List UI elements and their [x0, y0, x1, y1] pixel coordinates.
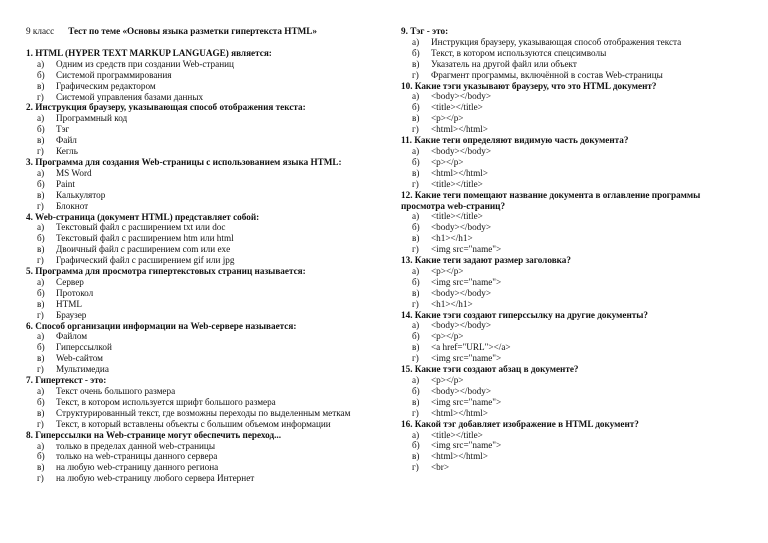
answer-option [401, 342, 746, 353]
answer-letter: б) [37, 69, 45, 80]
question-text: 13. Какие теги задают размер заголовка? [401, 255, 571, 266]
answer-text: <title></title> [431, 211, 483, 222]
answer-text: <html></html> [431, 407, 488, 418]
question-block [26, 157, 366, 212]
answer-text: <h1></h1> [431, 298, 473, 309]
answer-letter: б) [412, 276, 420, 287]
answer-option [401, 397, 746, 408]
answer-option [26, 59, 366, 70]
answer-text: <html></html> [431, 451, 488, 462]
answer-letter: в) [37, 80, 45, 91]
question-block [26, 266, 366, 321]
answer-text: <body></body> [431, 320, 492, 331]
answer-text: Калькулятор [56, 189, 106, 200]
answer-letter: б) [37, 124, 45, 135]
answer-text: <p></p> [431, 156, 464, 167]
answer-letter: г) [412, 69, 419, 80]
answer-letter: а) [412, 36, 420, 47]
question-text: 5. Программа для просмотра гипертекстовых страниц называется: [26, 266, 306, 277]
answer-letter: б) [412, 156, 420, 167]
answer-option [26, 473, 366, 484]
right-column [401, 26, 746, 473]
answer-text: <p></p> [431, 375, 464, 385]
answer-text: Браузер [56, 309, 87, 320]
answer-text: <img src="name"> [431, 396, 502, 407]
answer-option [401, 59, 746, 70]
answer-option [401, 70, 746, 81]
answer-letter: б) [37, 178, 45, 189]
answer-option [401, 124, 746, 135]
answer-letter: б) [412, 47, 420, 58]
answer-text: Текст, в который вставлены объекты с большим объемом информации [56, 418, 331, 429]
answer-option [401, 353, 746, 364]
answer-letter: а) [37, 167, 45, 178]
answer-letter: а) [37, 58, 45, 69]
answer-text: Блокнот [56, 200, 89, 211]
answer-letter: г) [37, 364, 44, 375]
answer-letter: а) [37, 440, 45, 451]
answer-letter: г) [37, 146, 44, 157]
answer-option [26, 244, 366, 255]
answer-text: HTML [56, 298, 83, 309]
answer-letter: в) [412, 342, 420, 353]
answer-text: <body></body> [431, 385, 492, 396]
answer-option [26, 397, 366, 408]
answer-letter: в) [412, 113, 420, 124]
answer-letter: г) [412, 462, 419, 473]
answer-letter: г) [412, 178, 419, 189]
answer-text: Графическим редактором [56, 80, 156, 91]
answer-option [26, 168, 366, 179]
answer-text: Текстовый файл с расширением txt или doc [56, 222, 226, 233]
question-text: 4. Web-страница (документ HTML) представляет собой: [26, 211, 260, 222]
question-block [401, 364, 746, 419]
answer-option [26, 342, 366, 353]
answer-option [401, 320, 746, 331]
answer-option [401, 386, 746, 397]
question-text: 10. Какие тэги указывают браузеру, что это HTML документ? [401, 80, 657, 91]
answer-text: <p></p> [431, 331, 464, 342]
question-block [26, 48, 366, 103]
answer-option [401, 408, 746, 419]
answer-option [401, 179, 746, 190]
answer-letter: в) [412, 396, 420, 407]
question-block [26, 102, 366, 157]
question-block [26, 430, 366, 485]
answer-letter: а) [412, 145, 420, 156]
answer-letter: а) [412, 320, 420, 331]
answer-letter: в) [37, 189, 45, 200]
answer-option [26, 201, 366, 212]
question-text: 6. Способ организации информации на Web-сервере называется: [26, 320, 297, 331]
question-text: 9. Тэг - это: [401, 26, 449, 36]
answer-option [401, 462, 746, 473]
answer-letter: в) [412, 167, 420, 178]
answer-text: <title></title> [431, 102, 483, 113]
question-block [26, 321, 366, 376]
answer-option [26, 233, 366, 244]
left-question-list [26, 48, 366, 484]
answer-letter: б) [37, 233, 45, 244]
answer-text: <br> [431, 462, 450, 473]
answer-letter: а) [37, 331, 45, 342]
answer-letter: г) [37, 309, 44, 320]
answer-option [26, 146, 366, 157]
answer-letter: г) [412, 353, 419, 364]
page-title: Тест по теме «Основы языка разметки гипертекста HTML» [68, 26, 317, 36]
answer-option [401, 37, 746, 48]
answer-option [401, 168, 746, 179]
answer-text: <title></title> [431, 429, 483, 440]
question-text: 1. HTML (HYPER TEXT MARKUP LANGUAGE) является: [26, 47, 272, 58]
answer-text: Инструкция браузеру, указывающая способ отображения текста [431, 36, 682, 47]
answer-text: на любую web-страницу данного региона [56, 462, 219, 473]
answer-option [26, 288, 366, 299]
answer-option [401, 102, 746, 113]
answer-letter: б) [37, 396, 45, 407]
answer-text: Мультимедиа [56, 364, 109, 375]
answer-option [26, 277, 366, 288]
answer-text: на любую web-страницу любого сервера Интернет [56, 473, 255, 484]
answer-text: Текст очень большого размера [56, 386, 176, 396]
question-block [401, 135, 746, 190]
answer-text: Структурированный текст, где возможны переходы по выделенным меткам [56, 407, 351, 418]
answer-text: Текст, в котором используется шрифт большого размера [56, 396, 276, 407]
answer-text: <html></html> [431, 167, 488, 178]
answer-option [401, 430, 746, 441]
answer-letter: г) [37, 418, 44, 429]
question-block [401, 419, 746, 474]
answer-letter: г) [37, 473, 44, 484]
answer-text: MS Word [56, 167, 92, 178]
answer-letter: а) [412, 265, 420, 276]
answer-option [26, 113, 366, 124]
answer-text: Кегль [56, 146, 78, 157]
answer-option [401, 331, 746, 342]
answer-letter: б) [412, 440, 420, 451]
answer-text: <img src="name"> [431, 244, 502, 255]
answer-option [26, 135, 366, 146]
question-text: 15. Какие тэги создают абзац в документе? [401, 364, 579, 375]
answer-option [401, 91, 746, 102]
answer-letter: а) [37, 113, 45, 124]
answer-text: только на web-страницы данного сервера [56, 451, 218, 462]
answer-option [26, 124, 366, 135]
answer-option [26, 179, 366, 190]
grade-label: 9 класс [26, 26, 55, 36]
question-text: 2. Инструкция браузеру, указывающая способ отображения текста: [26, 102, 306, 113]
answer-option [26, 408, 366, 419]
question-block [401, 190, 746, 255]
question-block [401, 26, 746, 81]
answer-text: Файл [56, 135, 77, 146]
answer-text: Системой управления базами данных [56, 91, 204, 102]
answer-option [26, 299, 366, 310]
question-text: 12. Какие теги помещают название документа в оглавление программы просмотра web-страниц? [401, 189, 701, 211]
answer-option [26, 255, 366, 266]
answer-letter: в) [37, 298, 45, 309]
answer-letter: а) [37, 386, 45, 396]
answer-letter: в) [37, 244, 45, 255]
answer-letter: г) [412, 124, 419, 135]
answer-letter: г) [37, 200, 44, 211]
answer-letter: в) [37, 353, 45, 364]
answer-option [401, 157, 746, 168]
answer-letter: б) [412, 385, 420, 396]
question-text: 8. Гиперссылки на Web-странице могут обеспечить переход... [26, 429, 282, 440]
answer-letter: г) [412, 298, 419, 309]
answer-letter: в) [412, 58, 420, 69]
answer-letter: в) [412, 233, 420, 244]
answer-option [401, 211, 746, 222]
answer-text: Гиперссылкой [56, 342, 112, 353]
answer-text: только в пределах данной web-страницы [56, 440, 215, 451]
answer-text: <img src="name"> [431, 353, 502, 364]
question-text: 14. Какие тэги создают гиперссылку на другие документы? [401, 309, 649, 320]
answer-option [26, 441, 366, 452]
answer-text: <p></p> [431, 113, 464, 124]
answer-text: <h1></h1> [431, 233, 473, 244]
left-column [26, 26, 366, 484]
question-text: 3. Программа для создания Web-страницы с использованием языка HTML: [26, 156, 342, 167]
answer-letter: в) [37, 462, 45, 473]
answer-option [26, 310, 366, 321]
answer-option [26, 353, 366, 364]
answer-text: Системой программирования [56, 69, 172, 80]
answer-option [401, 222, 746, 233]
question-text: 11. Какие теги определяют видимую часть документа? [401, 135, 629, 146]
answer-letter: в) [412, 451, 420, 462]
answer-text: Paint [56, 178, 75, 189]
question-text: 7. Гипертекст - это: [26, 375, 107, 386]
answer-option [26, 222, 366, 233]
answer-letter: а) [412, 375, 420, 385]
answer-option [26, 92, 366, 103]
question-text: 16. Какой тэг добавляет изображение в HTML документ? [401, 418, 639, 429]
answer-text: Программный код [56, 113, 128, 124]
answer-letter: а) [412, 91, 420, 102]
answer-text: Протокол [56, 287, 94, 298]
answer-option [401, 375, 746, 386]
answer-text: <img src="name"> [431, 440, 502, 451]
answer-letter: в) [412, 287, 420, 298]
answer-option [401, 113, 746, 124]
answer-option [26, 364, 366, 375]
question-block [401, 81, 746, 136]
answer-letter: г) [37, 91, 44, 102]
answer-option [26, 70, 366, 81]
answer-text: <body></body> [431, 287, 492, 298]
answer-letter: а) [37, 276, 45, 287]
answer-text: <body></body> [431, 222, 492, 233]
answer-option [401, 233, 746, 244]
answer-option [26, 190, 366, 201]
answer-option [401, 277, 746, 288]
answer-letter: в) [37, 407, 45, 418]
answer-option [401, 288, 746, 299]
answer-option [401, 244, 746, 255]
answer-text: Текстовый файл с расширением htm или html [56, 233, 234, 244]
answer-letter: б) [37, 451, 45, 462]
answer-text: Текст, в котором используются спецсимволы [431, 47, 607, 58]
answer-letter: г) [412, 244, 419, 255]
answer-option [401, 266, 746, 277]
answer-option [26, 81, 366, 92]
answer-option [401, 451, 746, 462]
answer-option [26, 462, 366, 473]
answer-letter: в) [37, 135, 45, 146]
answer-option [26, 386, 366, 397]
answer-text: Указатель на другой файл или объект [431, 58, 577, 69]
answer-letter: б) [412, 331, 420, 342]
answer-option [401, 48, 746, 59]
answer-text: Web-сайтом [56, 353, 103, 364]
answer-text: Двоичный файл с расширением com или exe [56, 244, 231, 255]
answer-option [401, 440, 746, 451]
answer-letter: а) [412, 429, 420, 440]
answer-option [26, 451, 366, 462]
answer-letter: г) [37, 255, 44, 266]
answer-letter: г) [412, 407, 419, 418]
question-block [26, 212, 366, 267]
answer-letter: а) [37, 222, 45, 233]
answer-text: <body></body> [431, 145, 492, 156]
answer-text: <a href="URL"></a> [431, 342, 511, 353]
answer-letter: а) [412, 211, 420, 222]
right-question-list [401, 26, 746, 473]
answer-letter: б) [37, 287, 45, 298]
answer-text: <title></title> [431, 178, 483, 189]
answer-option [26, 331, 366, 342]
answer-letter: б) [412, 222, 420, 233]
answer-text: <body></body> [431, 91, 492, 102]
answer-text: <p></p> [431, 265, 464, 276]
answer-text: Тэг [56, 124, 70, 135]
answer-option [401, 299, 746, 310]
answer-option [26, 419, 366, 430]
answer-text: <img src="name"> [431, 276, 502, 287]
page-header [26, 26, 366, 37]
answer-text: Сервер [56, 276, 84, 287]
answer-letter: б) [37, 342, 45, 353]
answer-text: Фрагмент программы, включённой в состав Web-страницы [431, 69, 663, 80]
question-block [26, 375, 366, 430]
question-block [401, 310, 746, 365]
answer-text: Файлом [56, 331, 88, 342]
answer-text: Одним из средств при создании Web-страниц [56, 58, 234, 69]
question-block [401, 255, 746, 310]
answer-option [401, 146, 746, 157]
answer-text: <html></html> [431, 124, 488, 135]
answer-text: Графический файл с расширением gif или jpg [56, 255, 235, 266]
answer-letter: б) [412, 102, 420, 113]
